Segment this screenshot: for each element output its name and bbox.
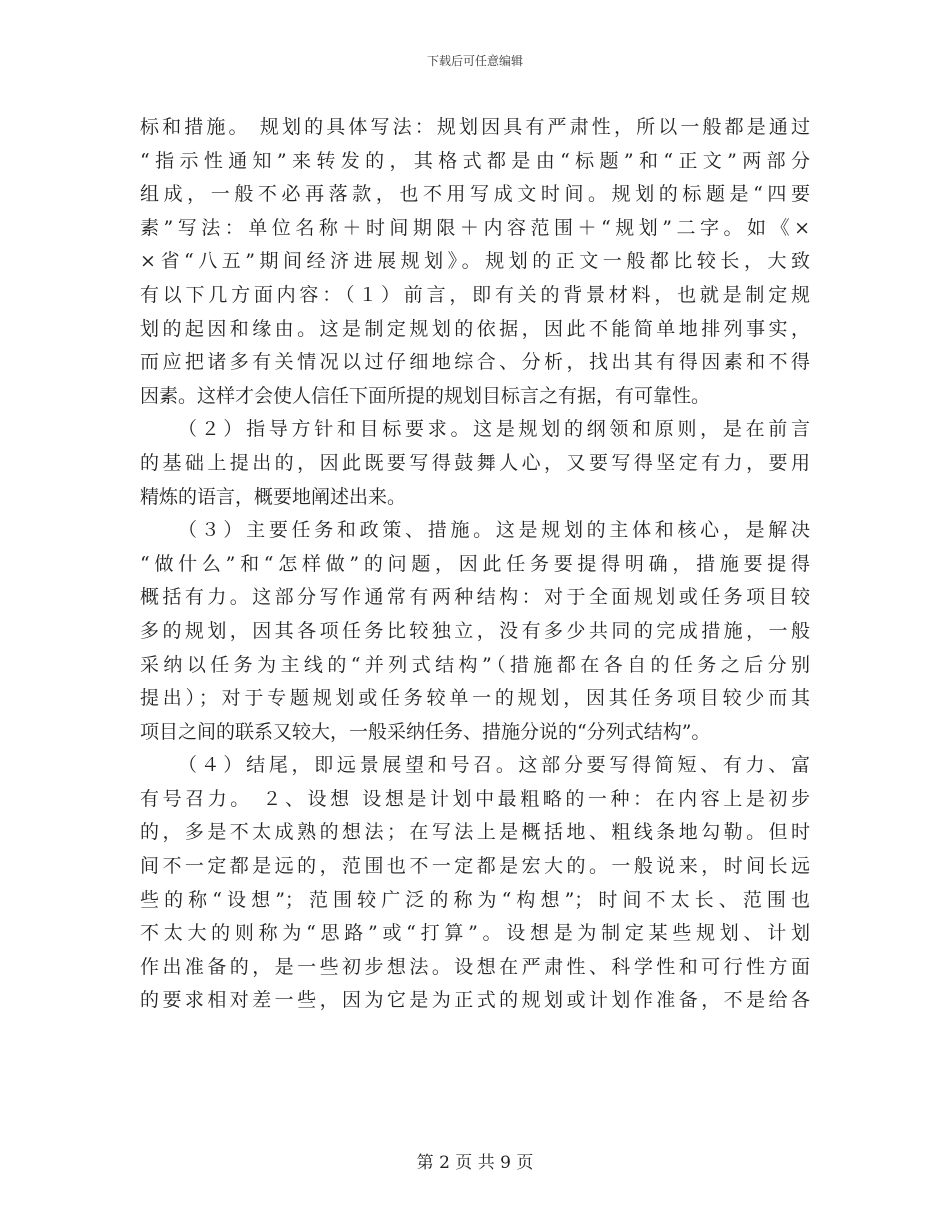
text-line: 组成，一般不必再落款，也不用写成文时间。规划的标题是“四要 [140, 183, 810, 206]
text-line: （３）主要任务和政策、措施。这是规划的主体和核心，是解决 [178, 519, 810, 542]
text-line: 因素。这样才会使人信任下面所提的规划目标言之有据，有可靠性。 [140, 384, 711, 407]
text-line: 的，多是不太成熟的想法；在写法上是概括地、粗线条地勾勒。但时 [140, 821, 810, 844]
text-line: 项目之间的联系又较大，一般采纳任务、措施分说的“分列式结构”。 [140, 720, 711, 743]
text-line: 作出准备的，是一些初步想法。设想在严肃性、科学性和可行性方面 [140, 955, 810, 978]
text-line: 多的规划，因其各项任务比较独立，没有多少共同的完成措施，一般 [140, 619, 810, 642]
text-line: 不太大的则称为“思路”或“打算”。设想是为制定某些规划、计划 [140, 922, 810, 945]
paragraph [140, 749, 810, 1018]
text-line: 些的称“设想”；范围较广泛的称为“构想”；时间不太长、范围也 [140, 888, 810, 911]
text-line: 素”写法：单位名称＋时间期限＋内容范围＋“规划”二字。如《× [140, 216, 810, 239]
text-line: 精炼的语言，概要地阐述出来。 [140, 485, 407, 508]
text-line: 有号召力。 ２、设想 设想是计划中最粗略的一种：在内容上是初步 [140, 787, 810, 810]
paragraph [140, 111, 810, 413]
document-body [140, 111, 810, 1018]
text-line: ×省“八五”期间经济进展规划》。规划的正文一般都比较长，大致 [140, 250, 810, 273]
text-line: “指示性通知”来转发的，其格式都是由“标题”和“正文”两部分 [140, 149, 810, 172]
text-line: 有以下几方面内容：（１）前言，即有关的背景材料，也就是制定规 [140, 283, 810, 306]
text-line: 而应把诸多有关情况以过仔细地综合、分析，找出其有得因素和不得 [140, 351, 810, 374]
text-line: 的要求相对差一些，因为它是为正式的规划或计划作准备，不是给各 [140, 989, 810, 1012]
text-line: “做什么”和“怎样做”的问题，因此任务要提得明确，措施要提得 [140, 552, 810, 575]
text-line: （４）结尾，即远景展望和号召。这部分要写得简短、有力、富 [178, 754, 810, 777]
text-line: 划的起因和缘由。这是制定规划的依据，因此不能简单地排列事实， [140, 317, 810, 340]
page-header: 下载后可任意编辑 [426, 54, 523, 68]
page-number: 第 2 页 共 9 页 [416, 1153, 534, 1173]
text-line: （２）指导方针和目标要求。这是规划的纲领和原则，是在前言 [178, 418, 810, 441]
text-line: 提出）；对于专题规划或任务较单一的规划，因其任务项目较少而其 [140, 687, 810, 710]
paragraph [140, 514, 810, 749]
paragraph [140, 413, 810, 514]
text-line: 标和措施。 规划的具体写法：规划因具有严肃性，所以一般都是通过 [140, 116, 810, 138]
text-line: 概括有力。这部分写作通常有两种结构：对于全面规划或任务项目较 [140, 586, 810, 609]
text-line: 的基础上提出的，因此既要写得鼓舞人心，又要写得坚定有力，要用 [140, 451, 810, 474]
text-line: 采纳以任务为主线的“并列式结构”（措施都在各自的任务之后分别 [140, 653, 810, 676]
text-line: 间不一定都是远的，范围也不一定都是宏大的。一般说来，时间长远 [140, 855, 810, 878]
